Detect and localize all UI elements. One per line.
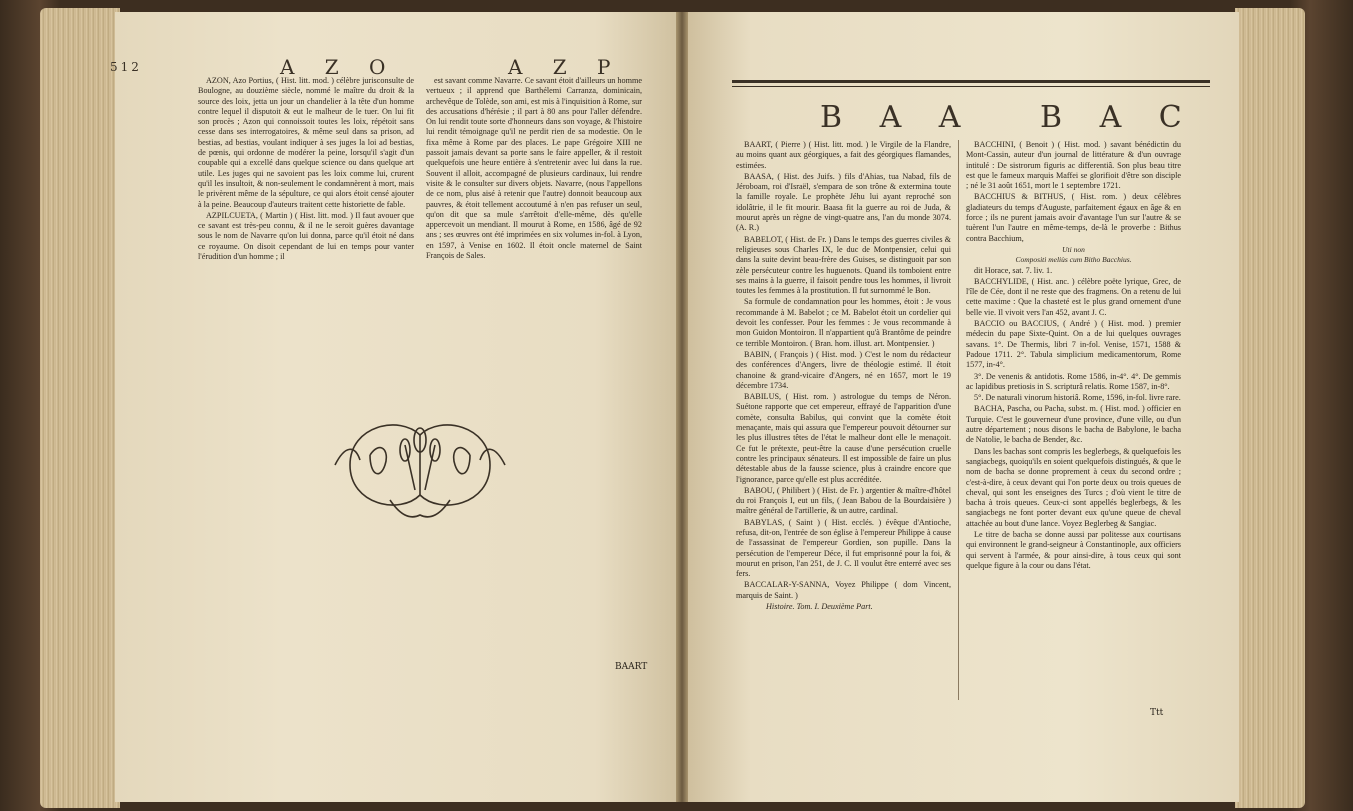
- entry-paragraph: AZPILCUETA, ( Martin ) ( Hist. litt. mod. ) Il faut avouer que ce savant est très-peu connu, & il ne le seroit guères davantage sous le nom de Navarre qu'on lui donna, parce qu'il étoit né dans ce royaume. On disoit cependant de lui en temps pour vanter l'érudition d'un homme ; il: [198, 210, 414, 262]
- quote-line: Uti non: [1062, 244, 1085, 254]
- running-head-right: B A C: [1040, 100, 1196, 135]
- top-rule-thin: [732, 86, 1210, 87]
- catchword: BAART: [615, 662, 648, 672]
- entry-paragraph: 3°. De venenis & antidotis. Rome 1586, in-4°. 4°. De gemmis ac lapidibus pretiosis in S. scripturâ relatis. Rome 1587, in-8°.: [966, 371, 1181, 391]
- entry-paragraph: BACCHIUS & BITHUS, ( Hist. rom. ) deux célèbres gladiateurs du temps d'Auguste, parfaitement égaux en âge & en force ; ils ne purent jamais avoir d'avantage l'un sur l'autre & se tuèrent l'un l'autre en même-temps, de-là le proverbe : Bithus contra Bacchium,: [966, 192, 1181, 243]
- entry-paragraph: BACCHINI, ( Benoit ) ( Hist. mod. ) savant bénédictin du Mont-Cassin, auteur d'un journal de littérature & d'un ouvrage intitulé : De sistrorum figuris ac differentiâ. Son plus beau titre est que le fameux marquis Maffei se glorifioit d'être son disciple ; né le 31 août 1651, mort le 1 septembre 1721.: [966, 140, 1181, 191]
- entry-paragraph: BABYLAS, ( Saint ) ( Hist. ecclés. ) évêque d'Antioche, refusa, dit-on, l'entrée de son église à l'empereur Philippe à cause de l'assassinat de l'empereur Gordien, son pupille. Dans la persécution de l'empereur Déce, il fut emprisonné pour la foi, & mourut en prison, l'an 251, de J. C. Il voulut être enterré avec ses fers.: [736, 517, 951, 579]
- entry-paragraph: est savant comme Navarre. Ce savant étoit d'ailleurs un homme vertueux ; il apprend que Barthélemi Carranza, dominicain, archevêque de Tolède, son ami, est mis à l'inquisition à Rome, sur des accusations d'hérésie ; il part à 80 ans pour l'aller défendre. On lui rendit toute sorte d'honneurs dans son voyage, & l'histoire lui rendit témoignage qu'il ne perdit rien de sa modestie. On le fixa même à Rome par des places. Le pape Grégoire XIII ne passoit jamais devant sa porte sans le faire appeller, & il restoit quelquefois une heure entière à s'entretenir avec lui dans la rue. Souvent il alloit, accompagné de plusieurs cardinaux, lui rendre visite & le consulter sur divers objets. Navarre, (nous l'appellons de ce nom, plus aisé à retenir que l'autre) donnoit beaucoup aux pauvres, & étoit tellement accoutumé à n'en pas refuser un seul, qu'on dit que sa mule s'arrêtoit d'elle-même, dès qu'elle appercevoit un mendiant. Il mourut à Rome, en 1586, âgé de 92 ans ; ses œuvres ont été imprimées en six volumes in-fol. à Lyon, en 1597, à Venise en 1602. Il étoit oncle maternel de Saint François de Sales.: [426, 76, 642, 261]
- running-head-right: A Z P: [508, 55, 623, 79]
- top-rule: [732, 80, 1210, 83]
- entry-paragraph: BABIN, ( François ) ( Hist. mod. ) C'est le nom du rédacteur des conférences d'Angers, livre de théologie estimé. Il étoit chanoine & grand-vicaire d'Angers, né en 1657, mort le 19 décembre 1734.: [736, 349, 951, 390]
- running-head-left: B A A: [820, 100, 975, 135]
- entry-paragraph: 5°. De naturali vinorum historiâ. Rome, 1596, in-fol. livre rare.: [974, 393, 1181, 403]
- entry-paragraph: BACCIO ou BACCIUS, ( André ) ( Hist. mod. ) premier médecin du pape Sixte-Quint. On a de lui quelques ouvrages savans. 1°. De Thermis, libri 7 in-fol. Venise, 1571, 1588 & Padoue 1711. 2°. Tabula simplicium medicamentorum, Rome 1577, in-4°.: [966, 319, 1181, 370]
- left-column-1: [198, 76, 414, 386]
- quote-line: Compositi meliùs cum Bitho Bacchius.: [1015, 255, 1132, 265]
- signature-line: Histoire. Tom. I. Deuxième Part.: [766, 602, 873, 612]
- left-column-2: [426, 76, 642, 376]
- entry-paragraph: Sa formule de condamnation pour les hommes, étoit : Je vous recommande à M. Babelot ; ce M. Babelot étoit un cordelier qui devoit les confesser. Pour les femmes : Je vous recommande à mon Guidon Montoiron. Il n'appartient qu'à Brantôme de peindre ce terrible Montoiron. ( Bran. hom. illust. art. Montpensier. ): [736, 297, 951, 348]
- entry-paragraph: BABELOT, ( Hist. de Fr. ) Dans le temps des guerres civiles & religieuses sous Charles IX, le duc de Montpensier, celui qui dans la suite devint beau-frère des Guises, se distinguoit par son zèle persécuteur contre les huguenots. Quand ils tomboient entre ses mains à la guerre, il faisoit pendre tous les hommes, il livroit toutes les femmes à la prostitution. Il fut surnommé le Bon.: [736, 234, 951, 296]
- entry-paragraph: BABOU, ( Philibert ) ( Hist. de Fr. ) argentier & maître-d'hôtel du roi François I, eut un fils, ( Jean Babou de la Bourdaisière ) maître général de l'artillerie, & un autre, cardinal.: [736, 485, 951, 516]
- book-gutter: [676, 12, 688, 802]
- ornament-vignette: [330, 405, 510, 525]
- entry-paragraph: BABILUS, ( Hist. rom. ) astrologue du temps de Néron. Suétone rapporte que cet empereur, effrayé de l'apparition d'une comète, consulta Babilus, qui convint que la comète étoit menaçante, mais qui assura que l'empereur pouvoit détourner sur les plus illustres têtes de l'état le malheur dont elle le menaçoit. Ce fut le prétexte, peut-être la cause d'une persécution cruelle contre les principaux sénateurs. Il est impossible de faire un plus détestable abus de la fausse science, plus à craindre encore que l'ignorance, parce qu'elle est plus accréditée.: [736, 392, 951, 484]
- right-column-2: [966, 140, 1181, 700]
- entry-paragraph: dit Horace, sat. 7. liv. 1.: [974, 265, 1053, 275]
- entry-paragraph: Dans les bachas sont compris les beglerbegs, & quelquefois les sangiacbegs, quoiqu'ils en soient quelquefois distingués, & que le nom de bacha se donne proprement à ceux du second ordre ; c'est-à-dire, à ceux devant qui l'on porte deux ou trois queues de cheval, qui sont les enseignes des Turcs ; d'où vient le titre de bacha à trois queues. Ceux-ci sont appellés beglerbegs, & les sangiacbegs ne font porter devant eux qu'une queue de cheval attachée au bout d'une lance. Voyez Beglerbeg & Sangiac.: [966, 446, 1181, 528]
- running-head-left: A Z O: [280, 55, 398, 79]
- right-page-edges: [1235, 8, 1305, 808]
- entry-paragraph: BAART, ( Pierre ) ( Hist. litt. mod. ) le Virgile de la Flandre, au moins quant aux géorgiques, a fait des géorgiques flamandes, estimées.: [736, 140, 951, 170]
- column-separator: [958, 140, 959, 700]
- catchword: Ttt: [1150, 708, 1164, 718]
- entry-paragraph: BACHA, Pascha, ou Pacha, subst. m. ( Hist. mod. ) officier en Turquie. C'est le gouverneur d'une province, d'une ville, ou d'un autre département ; nous disons le bacha de Babylone, le bacha de Natolie, le bacha de Bender, &c.: [966, 404, 1181, 445]
- entry-paragraph: Le titre de bacha se donne aussi par politesse aux courtisans qui environnent le grand-seigneur à Constantinople, aux officiers qui servent à l'armée, & pour ainsi-dire, à tous ceux qui sont quelque figure à la cour ou dans l'état.: [966, 529, 1181, 570]
- entry-paragraph: AZON, Azo Portius, ( Hist. litt. mod. ) célèbre jurisconsulte de Boulogne, au douzième siècle, nommé le maître du droit & la source des loix, jetta un jour un chandelier à la tête d'un homme contre lequel il disputoit & eut le malheur de le tuer. On lui fit son procès ; Azon qui connoissoit toutes les loix, répétoit sans cesse dans ses interrogatoires, & même seul dans sa prison, ad bestias, ad bestias, voulant indiquer à ses juges la loi ad bestias, de pœnis, qui ordonne de modérer la peine, lorsqu'il s'agit d'un coupable qui a excellé dans quelque science ou dans quelque art utile. Les juges qui ne savoient pas les loix comme lui, crurent qu'il les insultoit, & non-seulement le condamnèrent à mort, mais le privèrent même de la sépulture, ce qui alors étoit censé ajouter à la peine. Beaucoup d'auteurs traitent cette historiette de fable.: [198, 76, 414, 209]
- right-column-1: [736, 140, 951, 705]
- entry-paragraph: BACCHYLIDE, ( Hist. anc. ) célèbre poëte lyrique, Grec, de l'île de Cée, dont il ne reste que des fragmens. On a retenu de lui cette maxime : Que la chasteté est le plus grand ornement d'une belle vie. Il vivoit vers l'an 452, avant J. C.: [966, 276, 1181, 317]
- entry-paragraph: BACCALAR-Y-SANNA, Voyez Philippe ( dom Vincent, marquis de Saint. ): [736, 580, 951, 600]
- left-page-edges: [40, 8, 120, 808]
- page-number: 512: [110, 60, 142, 74]
- entry-paragraph: BAASA, ( Hist. des Juifs. ) fils d'Ahias, tua Nabad, fils de Jéroboam, roi d'Israël, s'empara de son trône & extermina toute la famille royale. Le prophète Jéhu lui ayant reproché son idolâtrie, il le fit mourir. Baasa fit la guerre au roi de Juda, & mourut après un règne de vingt-quatre ans, l'an du monde 3074. (A. R.): [736, 171, 951, 233]
